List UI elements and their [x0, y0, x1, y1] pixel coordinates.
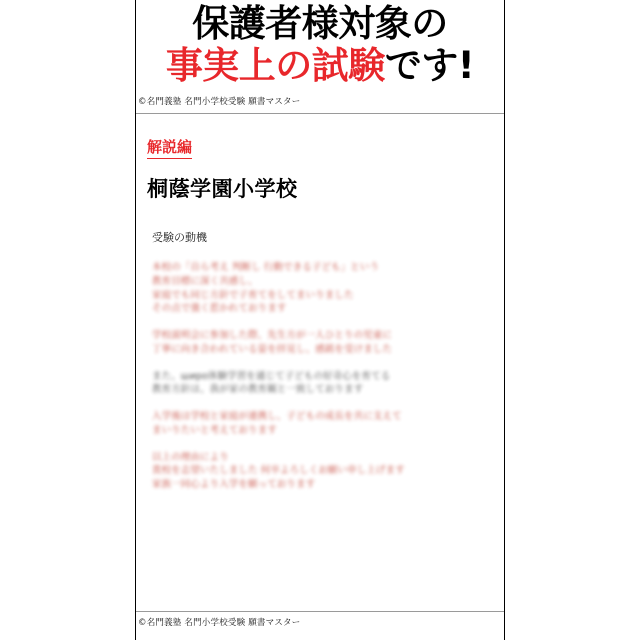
header-divider: [136, 113, 504, 114]
blurred-line: また、широ体験学習を通じて子どもの好奇心を育てる: [152, 370, 391, 382]
blurred-line: まいりたいと考えております: [152, 424, 277, 436]
body-area: [136, 122, 504, 600]
blurred-line: 家庭でも同じ方針で子育てをしてまいりました: [152, 289, 354, 301]
blurred-paragraph: [152, 329, 504, 357]
headline-emphasis: 事実上の試験: [165, 43, 385, 87]
header-block: [136, 0, 504, 114]
blurred-line: 教育目標に深く共感し、: [152, 275, 258, 287]
blurred-paragraph: [152, 410, 504, 438]
blurred-line: 貴校を志望いたしました 何卒よろしくお願い申し上げます: [152, 465, 405, 477]
section-label: 解説編: [147, 136, 192, 159]
blurred-line: 入学後は学校と家庭が連携し、子どもの成長を共に支えて: [152, 411, 402, 423]
blurred-paragraph: [152, 261, 504, 316]
school-title: 桐蔭学園小学校: [147, 176, 298, 201]
blurred-line: 学校説明会に参加した際、先生方が一人ひとりの児童に: [152, 330, 393, 342]
blurred-paragraph: [152, 451, 504, 492]
subheading-motivation: 受験の動機: [152, 231, 207, 244]
blurred-paragraph: [152, 370, 504, 398]
headline-line-1: 保護者様対象の: [192, 2, 448, 45]
blurred-line: 本校の「自ら考え 判断し 行動できる子ども」という: [152, 262, 380, 273]
blurred-line: 教育方針は、我が家の教育観と一致しております: [152, 384, 364, 396]
right-margin-rule: [504, 0, 505, 640]
blurred-line: 丁寧に向き合われている姿を拝見し、感銘を受けました: [152, 343, 393, 355]
blurred-line: 家族一同心より入学を願っております: [152, 479, 316, 491]
footer-block: [136, 611, 504, 628]
blurred-answer-block: [152, 261, 504, 492]
footer-brand-line: ©名門義塾 名門小学校受験 願書マスター: [138, 618, 301, 628]
header-brand-line: ©名門義塾 名門小学校受験 願書マスター: [138, 96, 301, 107]
blurred-line: 以上の理由により: [152, 451, 229, 463]
footer-divider: [136, 611, 504, 612]
blurred-line: その点で強く惹かれております: [152, 303, 287, 315]
headline-line-2: [136, 43, 504, 87]
headline-suffix: です!: [384, 43, 475, 87]
